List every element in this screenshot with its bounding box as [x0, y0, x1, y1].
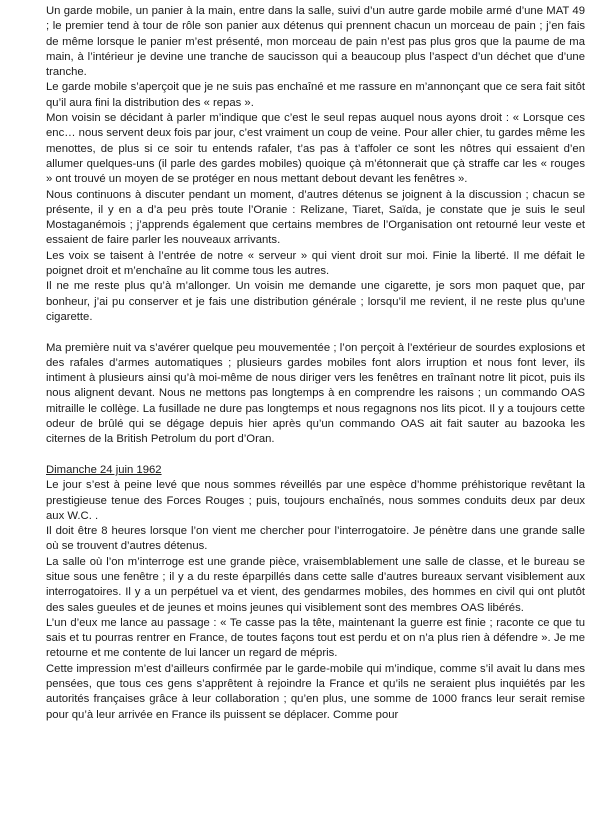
- paragraph-discussion: Nous continuons à discuter pendant un moment, d’autres détenus se joignent à la discussion ; chacun se présente, il y en a d’a peu près toute l’Oranie : Relizane, Tiaret, Saïda, je constate que je suis le seul Mostaganémois ; j’apprends également que certains membres de l’Organisation ont retourné leur veste et essaient de faire parler les nouveaux arrivants.: [46, 188, 585, 247]
- paragraph-interrogation-call: Il doit être 8 heures lorsque l’on vient me chercher pour l’interrogatoire. Je pénètre dans une grande salle où se trouvent d’autres détenus.: [46, 525, 585, 553]
- paragraph-basket: Un garde mobile, un panier à la main, entre dans la salle, suivi d’un autre garde mobile armé d’une MAT 49 ; le premier tend à tour de rôle son panier aux détenus qui prennent chacun un morceau de pain ; j’en fais de même lorsque le panier m’est présenté, mon morceau de pain n’est pas plus gros que la paume de ma main, à l’intérieur je devine une tranche de saucisson qui a beaucoup plus l’aspect d’un déchet que d’une tranche.: [46, 5, 585, 79]
- paragraph-interrogation-room: La salle où l’on m’interroge est une grande pièce, vraisemblablement une salle de classe, et le bureau se situe sous une fenêtre ; il y a du reste éparpillés dans cette salle d’autres bureaux servant visiblement aux interrogatoires. Il y a un perpétuel va et vient, des gendarmes mobiles, des hommes en civil qui ont plutôt des sales gueules et de jeunes et moins jeunes qui visiblement sont des membres OAS libérés.: [46, 555, 585, 614]
- paragraph-neighbor-speaks: Mon voisin se décidant à parler m’indique que c’est le seul repas auquel nous ayons droit : « Lorsque ces enc… nous servent deux fois par jour, c’est vraiment un coup de veine. Pour aller chier, tu gardes même les menottes, de plus si ce soir tu entends rafaler, t’as pas à t’affoler ce sont les nôtres qui essaient d’en allumer quelques-uns (il parle des gardes mobiles) quoique çà m’étonnerait que çà straffe car les « rouges » ont trouvé un moyen de se protéger en nous mettant debout devant les fenêtres ».: [46, 112, 585, 186]
- paragraph-guard-notices: Le garde mobile s’aperçoit que je ne suis pas enchaîné et me rassure en m’annonçant que ce sera fait sitôt qu’il aura fini la distribution des « repas ».: [46, 81, 585, 109]
- paragraph-cigarette: Il ne me reste plus qu’à m’allonger. Un voisin me demande une cigarette, je sors mon paquet que, par bonheur, j’ai pu conserver et je fais une distribution générale ; lorsqu’il me revient, il ne reste plus qu’une cigarette.: [46, 280, 585, 323]
- paragraph-wakeup: Le jour s’est à peine levé que nous sommes réveillés par une espèce d’homme préhistorique revêtant la prestigieuse tenue des Forces Rouges ; puis, toujours enchaînés, nous sommes conduits deux par deux aux W.C. .: [46, 479, 585, 522]
- paragraph-spacer: [46, 325, 585, 340]
- paragraph-spacer: [46, 448, 585, 463]
- paragraph-remark: L’un d’eux me lance au passage : « Te casse pas la tête, maintenant la guerre est finie ; raconte ce que tu sais et tu pourras rentrer en France, de toutes façons tout est perdu et on n’a plus rien à défendre ». Je me retourne et me contente de lui lancer un regard de mépris.: [46, 616, 585, 660]
- paragraph-server-enters: Les voix se taisent à l’entrée de notre « serveur » qui vient droit sur moi. Finie la liberté. Il me défait le poignet droit et m’enchaîne au lit comme tous les autres.: [46, 249, 585, 278]
- paragraph-first-night: Ma première nuit va s’avérer quelque peu mouvementée ; l’on perçoit à l’extérieur de sourdes explosions et des rafales d’armes automatiques ; plusieurs gardes mobiles font alors irruption et nous font lever, ils intiment à plusieurs ainsi qu’à moi-même de nous diriger vers les fenêtres en traînant notre lit picot, puis ils nous alignent devant. Nous ne mettons pas longtemps à en comprendre les raisons ; un commando OAS mitraille le collège. La fusillade ne dure pas longtemps et nous regagnons nos lits picot. Il y a toujours cette odeur de brûlé qui se dégage depuis hier après qu’un commando OAS ait fait sauter au bazooka les citernes de la British Petrolum du port d’Oran.: [46, 341, 585, 446]
- paragraph-confirmation: Cette impression m’est d’ailleurs confirmée par le garde-mobile qui m’indique, comme s’il avait lu dans mes pensées, que tous ces gens s’apprêtent à rejoindre la France et qu’ils ne seraient plus inquiétés par les autorités françaises grâce à leur collaboration ; qu’en plus, une somme de 1000 francs leur serait remise pour qu’à leur arrivée en France ils puissent se déplacer. Comme pour: [46, 662, 585, 721]
- date-heading: Dimanche 24 juin 1962: [46, 463, 162, 476]
